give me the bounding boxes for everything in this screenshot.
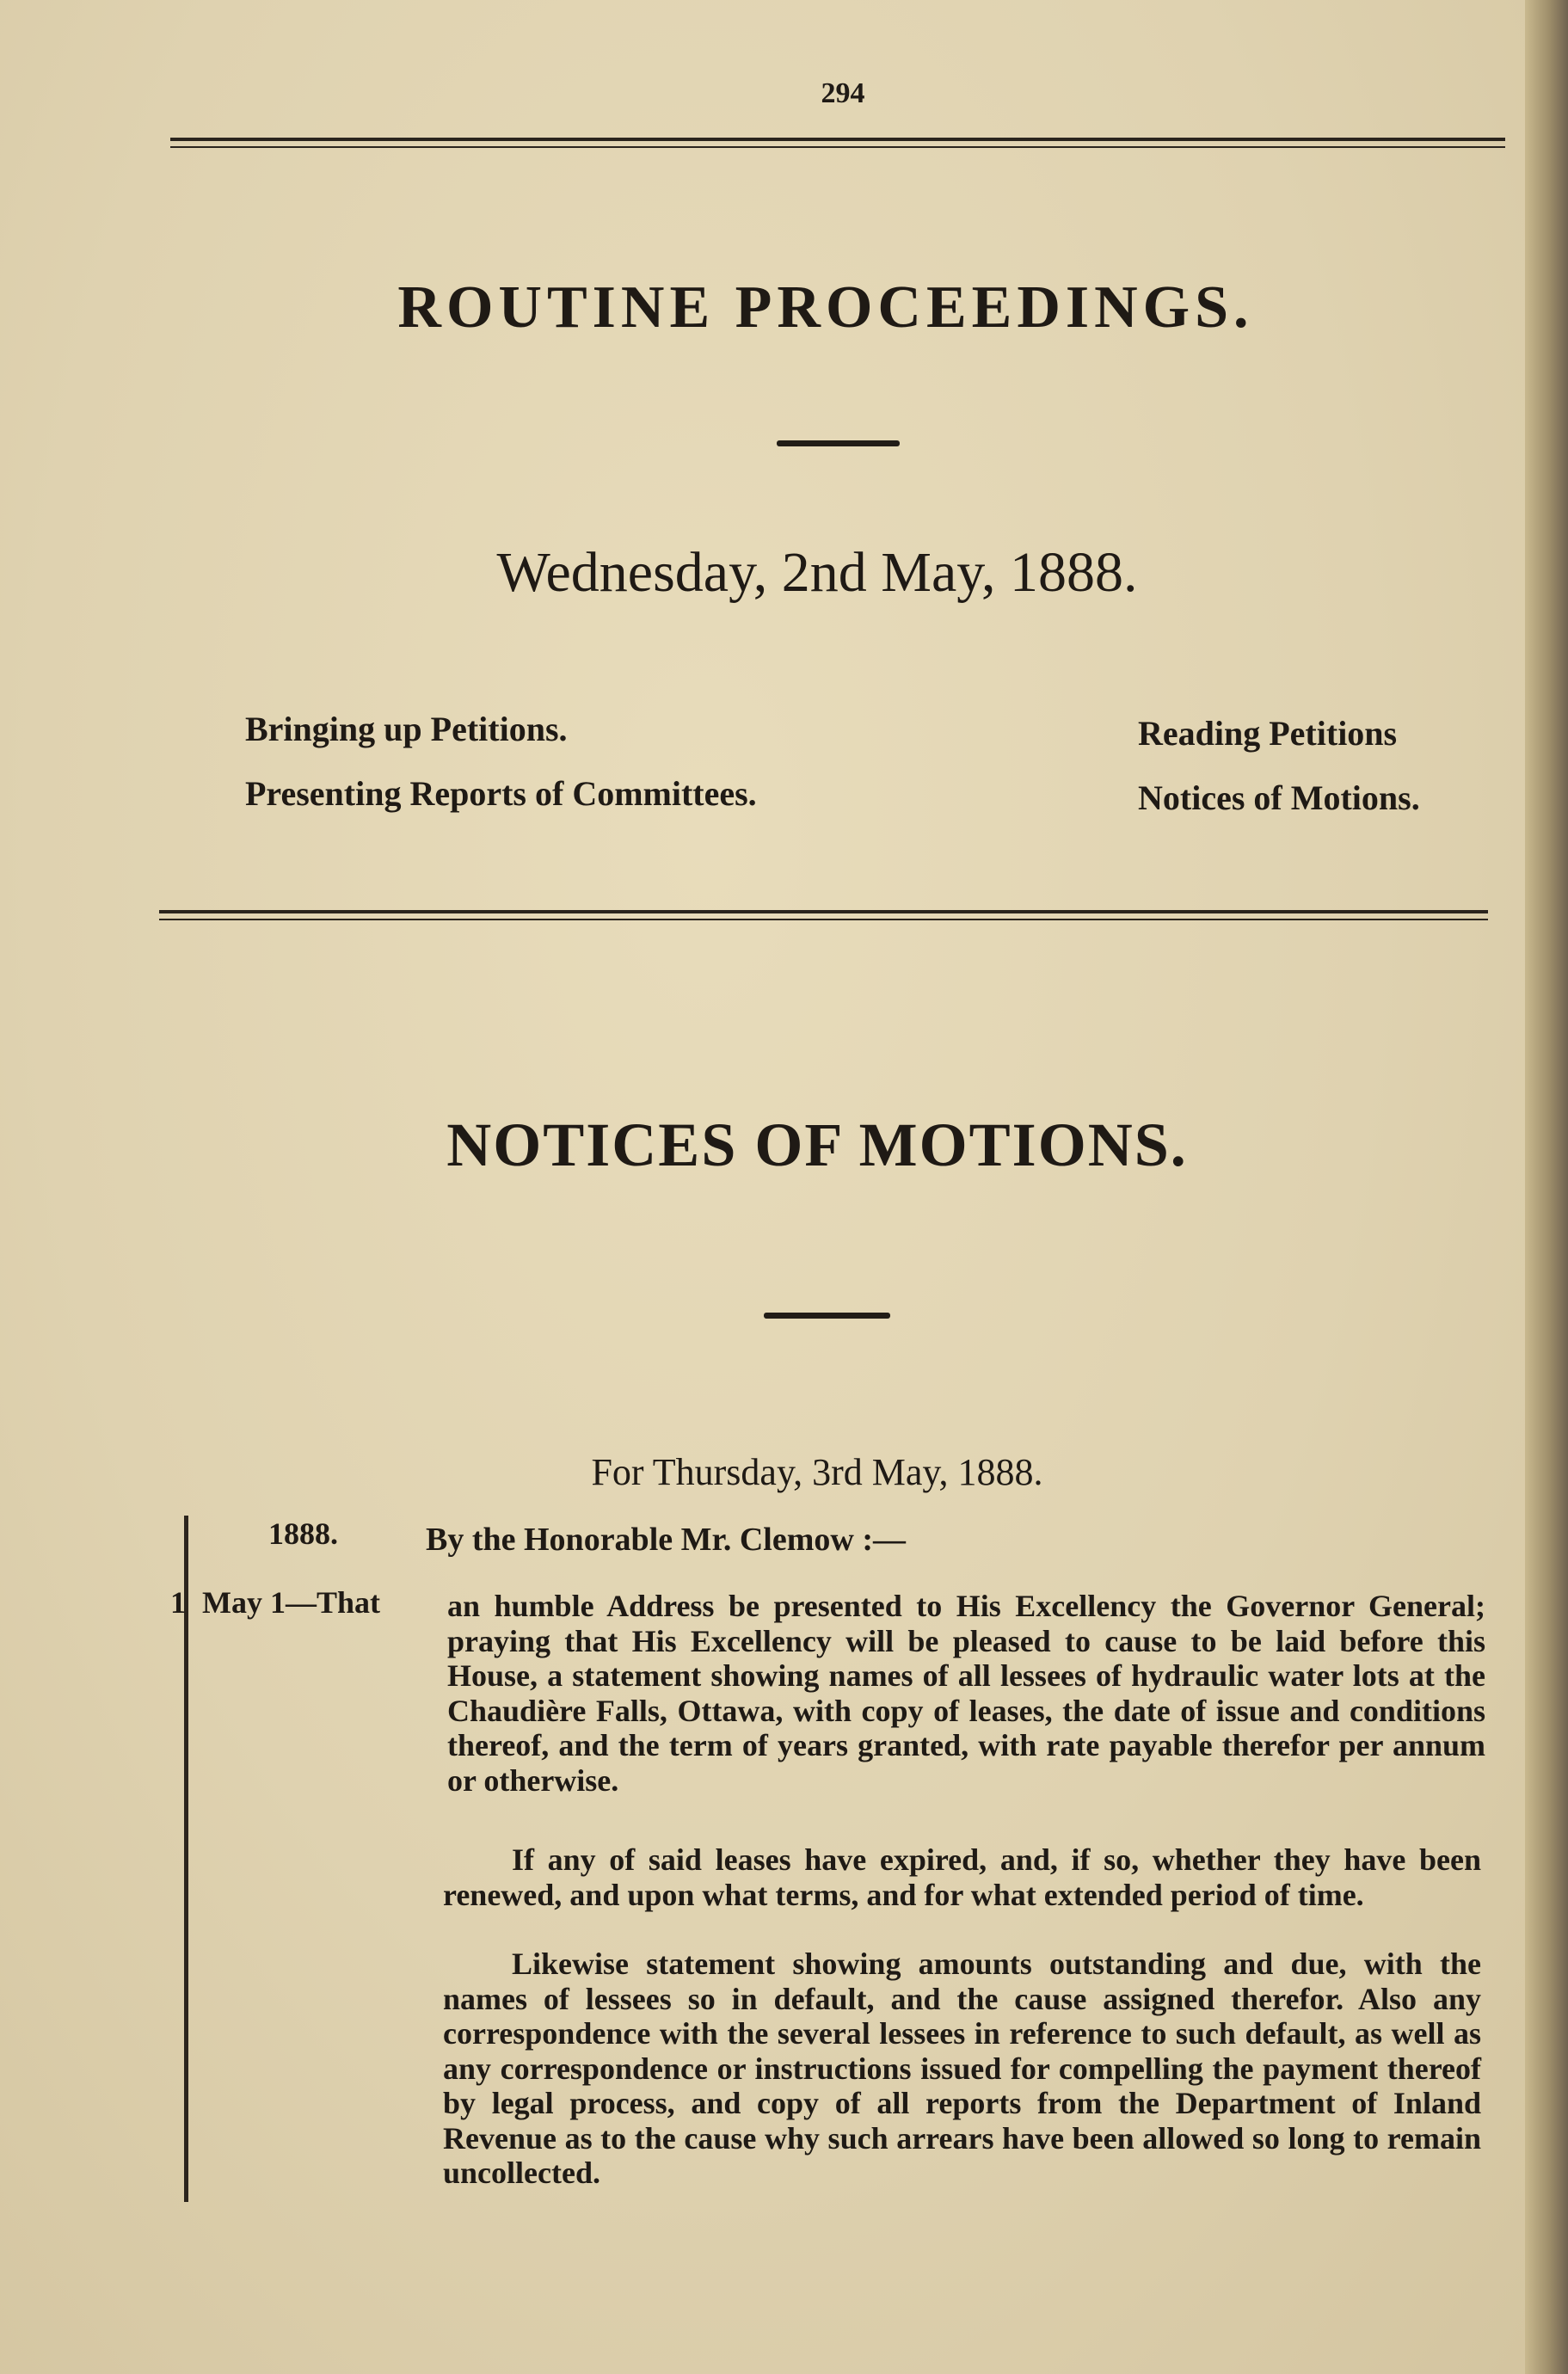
- title-divider: [777, 440, 900, 446]
- section-title: NOTICES OF MOTIONS.: [446, 1110, 1188, 1179]
- section-double-rule: [159, 910, 1488, 920]
- notice-paragraph: If any of said leases have expired, and, if so, whether they have been renewed, and upon what terms, and for what extended period of time.: [443, 1842, 1481, 1912]
- notice-paragraph: Likewise statement showing amounts outstanding and due, with the names of lessees so in default, and the cause assigned therefor. Also any correspondence with the several lessees in reference to such default, as well as any correspondence or instructions issued for compelling the payment thereof by legal process, and copy of all reports from the Department of Inland Revenue as to the cause why such arrears have been allowed so long to remain uncollected.: [443, 1947, 1481, 2190]
- notice-mover: By the Honorable Mr. Clemow :—: [426, 1522, 906, 1558]
- page-title: ROUTINE PROCEEDINGS.: [397, 274, 1254, 341]
- routine-item: Notices of Motions.: [1138, 778, 1420, 817]
- margin-number: 1: [170, 1585, 186, 1620]
- section-divider: [764, 1313, 890, 1319]
- routine-item: Bringing up Petitions.: [245, 710, 568, 748]
- page-number: 294: [821, 77, 865, 109]
- book-spine-edge: [1525, 0, 1568, 2374]
- notice-paragraph: an humble Address be presented to His Excellency the Governor General; praying that His Excellency will be pleased to cause to be laid before this House, a statement showing names of all lessees of hydraulic water lots at the Chaudière Falls, Ottawa, with copy of leases, the date of issue and conditions thereof, and the term of years granted, with rate payable therefor per annum or otherwise.: [447, 1589, 1485, 1798]
- notice-date-heading: For Thursday, 3rd May, 1888.: [591, 1451, 1043, 1493]
- date-heading: Wednesday, 2nd May, 1888.: [496, 541, 1138, 604]
- routine-item: Presenting Reports of Committees.: [245, 774, 757, 813]
- top-double-rule: [170, 138, 1505, 148]
- routine-item: Reading Petitions: [1138, 714, 1398, 753]
- notice-year: 1888.: [268, 1516, 338, 1551]
- routine-items-left: [245, 697, 757, 826]
- routine-items-right: [1138, 701, 1420, 830]
- notice-date: May 1—That: [202, 1585, 380, 1620]
